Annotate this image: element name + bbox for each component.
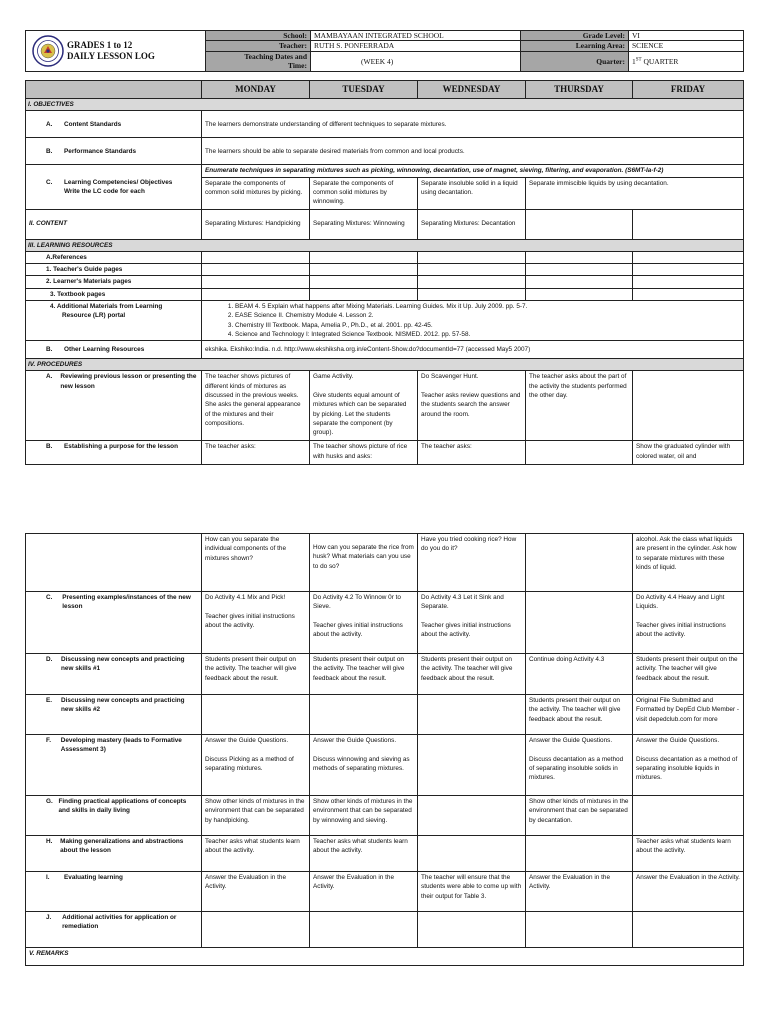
letter: D. xyxy=(46,656,53,663)
row-references xyxy=(26,251,202,263)
row-additional-materials xyxy=(26,301,202,341)
row-label: References xyxy=(52,253,87,261)
purpose-cont-tue: How can you separate the rice from husk? What materials can you use to do so? xyxy=(310,534,418,592)
discussing1-tue: Students present their output on the activity. The teacher will give feedback about the result. xyxy=(310,654,418,695)
reviewing-fri xyxy=(633,371,744,441)
material-item: 4. Science and Technology I: Integrated Science Textbook. NISMED. 2012. pp. 57-58. xyxy=(235,330,740,339)
discussing1-wed: Students present their output on the activity. The teacher will give feedback about the result. xyxy=(418,654,526,695)
letter: A. xyxy=(46,253,53,261)
letter: F. xyxy=(46,737,51,744)
presenting-fri xyxy=(633,592,744,654)
row-label: Content Standards xyxy=(64,120,122,128)
quarter-value xyxy=(629,51,744,72)
discussing2-thu: Students present their output on the activity. The teacher will give feedback about the result. xyxy=(526,695,633,735)
dates-label xyxy=(206,51,311,72)
mastery-mon xyxy=(202,735,310,796)
cell-line: Discuss winnowing and sieving as methods of separating mixtures. xyxy=(313,755,410,772)
letter: C. xyxy=(46,594,53,601)
cell-line: Teacher gives initial instructions about the activity. xyxy=(205,612,295,629)
quarter-label: Quarter: xyxy=(521,51,629,72)
area-value: SCIENCE xyxy=(629,41,744,51)
dates-value: (WEEK 4) xyxy=(311,51,521,72)
area-label: Learning Area: xyxy=(521,41,629,51)
day-wednesday: WEDNESDAY xyxy=(418,81,526,99)
presenting-wed xyxy=(418,592,526,654)
competency-main: Enumerate techniques in separating mixtures such as picking, winnowing, decantation, use of magnet, sieving, filtering, and evaporation. (S6MT-Ia-f-2) xyxy=(202,165,744,177)
dates-label-line1: Teaching Dates and xyxy=(244,51,307,61)
teacher-value: RUTH S. PONFERRADA xyxy=(311,41,521,51)
purpose-wed: The teacher asks: xyxy=(418,441,526,465)
row-other-resources xyxy=(26,341,202,359)
letter: B. xyxy=(46,443,53,451)
letter: A. xyxy=(46,120,53,128)
letter: C. xyxy=(46,178,53,186)
letter: G. xyxy=(46,798,53,805)
discussing1-fri: Students present their output on the activity. The teacher will give feedback about the result. xyxy=(633,654,744,695)
purpose-mon: The teacher asks: xyxy=(202,441,310,465)
grade-label: Grade Level: xyxy=(521,31,629,41)
purpose-thu xyxy=(526,441,633,465)
evaluating-tue: Answer the Evaluation in the Activity. xyxy=(310,872,418,912)
cell-line: Teacher asks review questions and the students search the answer around the room. xyxy=(421,391,521,418)
letter: B. xyxy=(46,147,53,155)
row-textbook: 3. Textbook pages xyxy=(26,288,202,300)
row-label: 4. Additional Materials from Learning xyxy=(50,303,163,311)
purpose-tue: The teacher shows picture of rice with husks and asks: xyxy=(310,441,418,465)
teacher-label: Teacher: xyxy=(206,41,311,51)
section-remarks: V. REMARKS xyxy=(26,948,744,966)
applications-mon: Show other kinds of mixtures in the environment that can be separated by handpicking. xyxy=(202,796,310,836)
row-evaluating xyxy=(26,872,202,912)
row-teachers-guide: 1. Teacher's Guide pages xyxy=(26,264,202,276)
deped-seal-icon xyxy=(32,35,64,67)
performance-standards-text: The learners should be able to separate desired materials from common and local products. xyxy=(202,138,744,165)
discussing2-tue xyxy=(310,695,418,735)
purpose-cont-fri: alcohol. Ask the class what liquids are present in the cylinder. Ask how to separate mixtures with these kinds of liquid. xyxy=(633,534,744,592)
applications-wed xyxy=(418,796,526,836)
row-label: Learning Competencies/ Objectives xyxy=(64,178,173,186)
competency-tue: Separate the components of common solid mixtures by winnowing. xyxy=(310,177,418,209)
other-resources-text: ekshika. Ekshiko:India. n.d. http://www.ekshiksha.org.in/eContent-Show.do?documentId=77 (accessed May5 2007) xyxy=(202,341,744,359)
competency-thu: Separate immiscible liquids by using decantation. xyxy=(526,177,744,209)
discussing2-fri: Original File Submitted and Formatted by DepEd Club Member - visit depedclub.com for more xyxy=(633,695,744,735)
quarter-word: QUARTER xyxy=(643,56,679,66)
row-applications xyxy=(26,796,202,836)
school-value: MAMBAYAAN INTEGRATED SCHOOL xyxy=(311,31,521,41)
row-additional-activities xyxy=(26,912,202,948)
cell-line: Game Activity. xyxy=(313,373,354,381)
generalizations-mon: Teacher asks what students learn about the activity. xyxy=(202,836,310,872)
row-label: Presenting examples/instances of the new lesson xyxy=(62,594,191,611)
row-content-standards xyxy=(26,111,202,138)
purpose-cont-mon: How can you separate the individual components of the mixtures shown? xyxy=(202,534,310,592)
day-tuesday: TUESDAY xyxy=(310,81,418,99)
row-purpose xyxy=(26,441,202,465)
row-label: Evaluating learning xyxy=(64,874,123,881)
letter: I. xyxy=(46,874,50,881)
section-resources: III. LEARNING RESOURCES xyxy=(26,239,744,251)
row-generalizations xyxy=(26,836,202,872)
purpose-cont-thu xyxy=(526,534,633,592)
title-dll: DAILY LESSON LOG xyxy=(67,51,155,61)
quarter-num: 1 xyxy=(632,56,636,66)
cell-line: Do Scavenger Hunt. xyxy=(421,373,479,381)
row-performance-standards xyxy=(26,138,202,165)
section-procedures: IV. PROCEDURES xyxy=(26,359,744,371)
cell-line: Do Activity 4.3 Let it Sink and Separate. xyxy=(421,594,504,611)
letter: H. xyxy=(46,838,53,845)
cell-line: Teacher gives initial instructions about the activity. xyxy=(421,621,511,639)
cell-line: Discuss Picking as a method of separating mixtures. xyxy=(205,755,294,772)
material-item: 2. EASE Science II. Chemistry Module 4. Lesson 2. xyxy=(235,311,740,320)
row-label: Other Learning Resources xyxy=(64,346,145,353)
evaluating-thu: Answer the Evaluation in the Activity. xyxy=(526,872,633,912)
purpose-fri: Show the graduated cylinder with colored water, oil and xyxy=(633,441,744,465)
header-table xyxy=(25,30,744,72)
row-competencies xyxy=(26,165,202,209)
cell-line: Answer the Guide Questions. xyxy=(313,737,397,744)
row-label-sub: Resource (LR) portal xyxy=(62,312,126,320)
row-learners-materials: 2. Learner's Materials pages xyxy=(26,276,202,288)
cell-line: Discuss decantation as a method of separating insoluble solids in mixtures. xyxy=(529,755,624,782)
row-label: Finding practical applications of concepts and skills in daily living xyxy=(58,798,187,815)
evaluating-wed: The teacher will ensure that the students were able to come up with their output for Table 3. xyxy=(418,872,526,912)
cell-line: Teacher gives initial instructions about the activity. xyxy=(636,621,726,639)
reviewing-tue xyxy=(310,371,418,441)
cell-line: Answer the Guide Questions. xyxy=(636,737,720,744)
row-label: Reviewing previous lesson or presenting the new lesson xyxy=(60,373,197,390)
content-mon: Separating Mixtures: Handpicking xyxy=(202,209,310,239)
applications-fri xyxy=(633,796,744,836)
cell-line: Do Activity 4.4 Heavy and Light Liquids. xyxy=(636,594,725,611)
discussing1-thu: Continue doing Activity 4.3 xyxy=(526,654,633,695)
section-objectives: I. OBJECTIVES xyxy=(26,99,744,111)
purpose-cont-label xyxy=(26,534,202,592)
cell-line: Do Activity 4.1 Mix and Pick! xyxy=(205,594,286,601)
cell-line: Give students equal amount of mixtures which can be separated by picking. Let the students separate the component (by group). xyxy=(313,391,407,437)
day-monday: MONDAY xyxy=(202,81,310,99)
letter: J. xyxy=(46,914,52,921)
generalizations-thu xyxy=(526,836,633,872)
reviewing-wed xyxy=(418,371,526,441)
evaluating-mon: Answer the Evaluation in the Activity. xyxy=(202,872,310,912)
applications-thu: Show other kinds of mixtures in the environment that can be separated by decantation. xyxy=(526,796,633,836)
page-1 xyxy=(25,30,743,465)
day-header-row xyxy=(26,81,744,99)
row-presenting xyxy=(26,592,202,654)
quarter-sup: ST xyxy=(635,57,642,63)
lesson-table-2 xyxy=(25,533,744,966)
day-header-blank xyxy=(26,81,202,99)
section-content: II. CONTENT xyxy=(26,209,202,239)
row-label: Developing mastery (leads to Formative Assessment 3) xyxy=(60,737,182,754)
presenting-mon xyxy=(202,592,310,654)
row-label: Additional activities for application or remediation xyxy=(62,914,177,931)
letter: B. xyxy=(46,346,53,353)
row-label: Performance Standards xyxy=(64,147,137,155)
grade-value: VI xyxy=(629,31,744,41)
generalizations-fri: Teacher asks what students learn about the activity. xyxy=(633,836,744,872)
cell-line: Answer the Guide Questions. xyxy=(205,737,289,744)
row-label: Establishing a purpose for the lesson xyxy=(64,443,178,451)
discussing1-mon: Students present their output on the activity. The teacher will give feedback about the result. xyxy=(202,654,310,695)
dates-label-line2: Time: xyxy=(287,60,307,70)
mastery-fri xyxy=(633,735,744,796)
cell-line: Do Activity 4.2 To Winnow 0r to Sieve. xyxy=(313,594,401,611)
generalizations-wed xyxy=(418,836,526,872)
presenting-thu xyxy=(526,592,633,654)
day-thursday: THURSDAY xyxy=(526,81,633,99)
logo-cell xyxy=(26,31,206,72)
competency-wed: Separate insoluble solid in a liquid using decantation. xyxy=(418,177,526,209)
material-item: 3. Chemistry III Textbook. Mapa, Amelia P., Ph.D., et al. 2001. pp. 42-45. xyxy=(235,321,740,330)
discussing2-wed xyxy=(418,695,526,735)
row-label-sub: Write the LC code for each xyxy=(64,187,145,195)
cell-line: Answer the Guide Questions. xyxy=(529,737,613,744)
row-mastery xyxy=(26,735,202,796)
content-wed: Separating Mixtures: Decantation xyxy=(418,209,526,239)
content-thu xyxy=(526,209,633,239)
row-label: Making generalizations and abstractions about the lesson xyxy=(60,838,184,855)
competency-mon: Separate the components of common solid mixtures by picking. xyxy=(202,177,310,209)
evaluating-fri: Answer the Evaluation in the Activity. xyxy=(633,872,744,912)
letter: E. xyxy=(46,697,53,704)
reviewing-thu: The teacher asks about the part of the activity the students performed the other day. xyxy=(526,371,633,441)
material-item: 1. BEAM 4. 5 Explain what happens after Mixing Materials. Learning Guides. Mix it Up. July 2009. pp. 5-7. xyxy=(235,302,740,311)
generalizations-tue: Teacher asks what students learn about the activity. xyxy=(310,836,418,872)
lesson-table-1 xyxy=(25,80,744,465)
content-fri xyxy=(633,209,744,239)
page-2 xyxy=(25,533,743,966)
applications-tue: Show other kinds of mixtures in the environment that can be separated by winnowing and sieving. xyxy=(310,796,418,836)
school-label: School: xyxy=(206,31,311,41)
row-reviewing xyxy=(26,371,202,441)
reviewing-mon: The teacher shows pictures of different kinds of mixtures as discussed in the previous weeks. She asks the general appearance of the mixtures and their compositions. xyxy=(202,371,310,441)
title-grades: GRADES 1 to 12 xyxy=(67,39,133,50)
row-label: Discussing new concepts and practicing new skills #1 xyxy=(61,656,185,673)
additional-materials-list xyxy=(202,301,744,341)
mastery-wed xyxy=(418,735,526,796)
presenting-tue xyxy=(310,592,418,654)
mastery-tue xyxy=(310,735,418,796)
cell-line: Discuss decantation as a method of separating insoluble liquids in mixtures. xyxy=(636,755,738,782)
row-label: Discussing new concepts and practicing new skills #2 xyxy=(61,697,185,714)
content-tue: Separating Mixtures: Winnowing xyxy=(310,209,418,239)
day-friday: FRIDAY xyxy=(633,81,744,99)
row-discussing-2 xyxy=(26,695,202,735)
content-standards-text: The learners demonstrate understanding of different techniques to separate mixtures. xyxy=(202,111,744,138)
cell-line: Teacher gives initial instructions about the activity. xyxy=(313,621,403,639)
purpose-cont-wed: Have you tried cooking rice? How do you do it? xyxy=(418,534,526,592)
letter: A. xyxy=(46,373,53,381)
row-discussing-1 xyxy=(26,654,202,695)
discussing2-mon xyxy=(202,695,310,735)
mastery-thu xyxy=(526,735,633,796)
